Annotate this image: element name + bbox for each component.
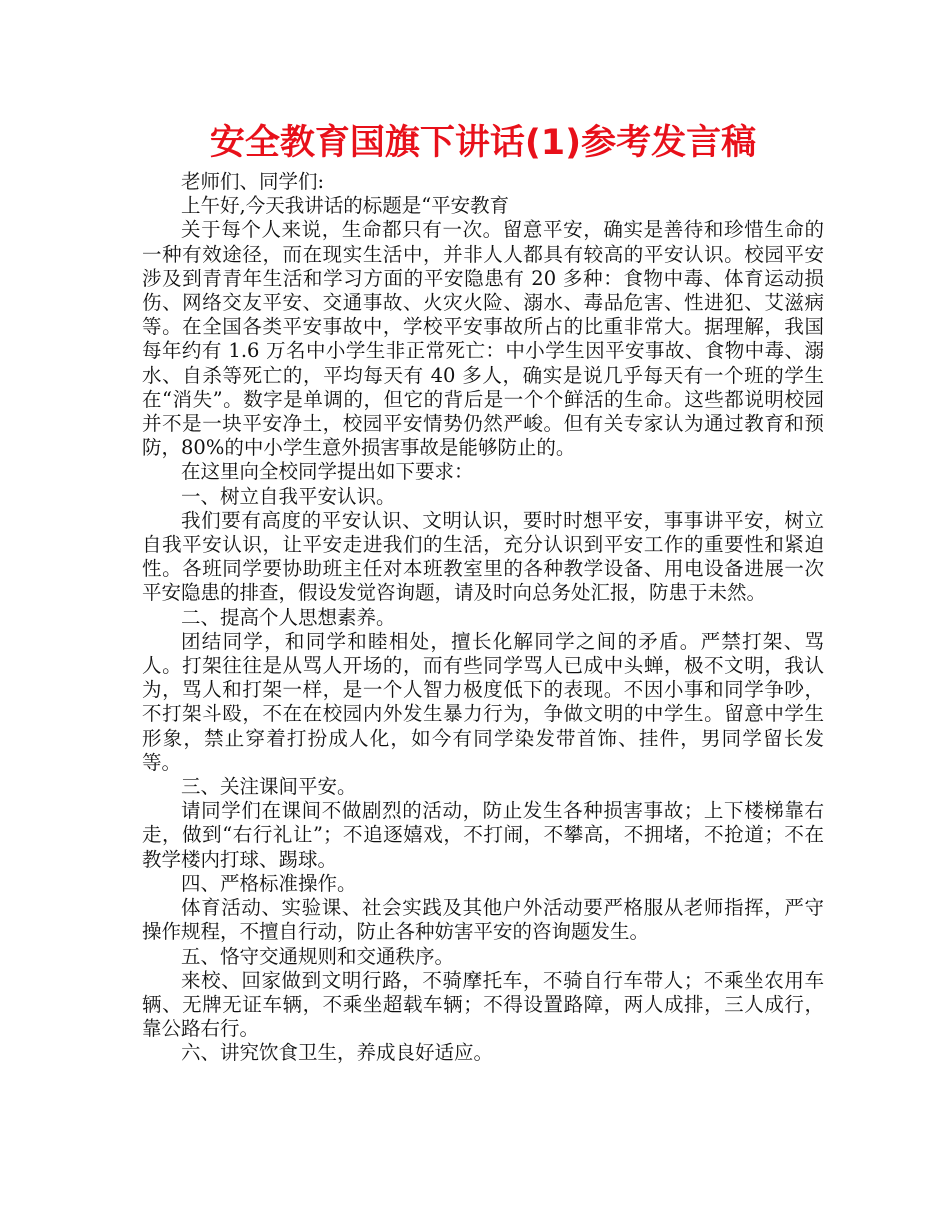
document-page — [142, 118, 824, 1066]
section-body-5: 来校、回家做到文明行路，不骑摩托车，不骑自行车带人；不乘坐农用车辆、无牌无证车辆，不乘坐超载车辆；不得设置路障，两人成排，三人成行，靠公路右行。 — [142, 968, 824, 1041]
section-body-2: 团结同学，和同学和睦相处，擅长化解同学之间的矛盾。严禁打架、骂人。打架往往是从骂人开场的，而有些同学骂人已成中头蝉，极不文明，我认为，骂人和打架一样，是一个人智力极度低下的表现。不因小事和同学争吵，不打架斗殴，不在在校园内外发生暴力行为，争做文明的中学生。留意中学生形象，禁止穿着打扮成人化，如今有同学染发带首饰、挂件，男同学留长发等。 — [142, 629, 824, 774]
document-title: 安全教育国旗下讲话(1)参考发言稿 — [209, 123, 757, 163]
section-heading-2: 二、提高个人思想素养。 — [181, 605, 396, 629]
document-body — [142, 170, 824, 1066]
section-body-1: 我们要有高度的平安认识、文明认识，要时时想平安，事事讲平安，树立自我平安认识，让平安走进我们的生活，充分认识到平安工作的重要性和紧迫性。各班同学要协助班主任对本班教室里的各种教学设备、用电设备进展一次平安隐患的排查，假设发觉咨询题，请及时向总务处汇报，防患于未然。 — [142, 508, 824, 605]
requirements-lead: 在这里向全校同学提出如下要求： — [181, 460, 474, 484]
opening-line: 上午好,今天我讲话的标题是“平安教育 — [181, 194, 510, 218]
greeting: 老师们、同学们: — [181, 170, 325, 193]
section-heading-4: 四、严格标准操作。 — [181, 871, 357, 895]
section-heading-1: 一、树立自我平安认识。 — [181, 484, 396, 508]
section-heading-3: 三、关注课间平安。 — [181, 775, 357, 799]
paragraph-intro: 关于每个人来说，生命都只有一次。留意平安，确实是善待和珍惜生命的一种有效途径，而在现实生活中，并非人人都具有较高的平安认识。校园平安涉及到青青年生活和学习方面的平安隐患有 20 多种：食物中毒、体育运动损伤、网络交友平安、交通事故、火灾火险、溺水、毒品危害、性进犯、艾滋病等。在全国各类平安事故中，学校平安事故所占的比重非常大。据理解，我国每年约有 1.6 万名中小学生非正常死亡：中小学生因平安事故、食物中毒、溺水、自杀等死亡的，平均每天有 40 多人，确实是说几乎每天有一个班的学生在“消失”。数字是单调的，但它的背后是一个个鲜活的生命。这些都说明校园并不是一块平安净土，校园平安情势仍然严峻。但有关专家认为通过教育和预防，80%的中小学生意外损害事故是能够防止的。 — [142, 218, 824, 460]
section-heading-5: 五、恪守交通规则和交通秩序。 — [181, 944, 455, 968]
section-body-4: 体育活动、实验课、社会实践及其他户外活动要严格服从老师指挥，严守操作规程，不擅自行动，防止各种妨害平安的咨询题发生。 — [142, 896, 824, 944]
section-body-3: 请同学们在课间不做剧烈的活动，防止发生各种损害事故；上下楼梯靠右走，做到“右行礼让”；不追逐嬉戏，不打闹，不攀高，不拥堵，不抢道；不在教学楼内打球、踢球。 — [142, 799, 824, 871]
section-heading-6: 六、讲究饮食卫生，养成良好适应。 — [181, 1041, 494, 1065]
